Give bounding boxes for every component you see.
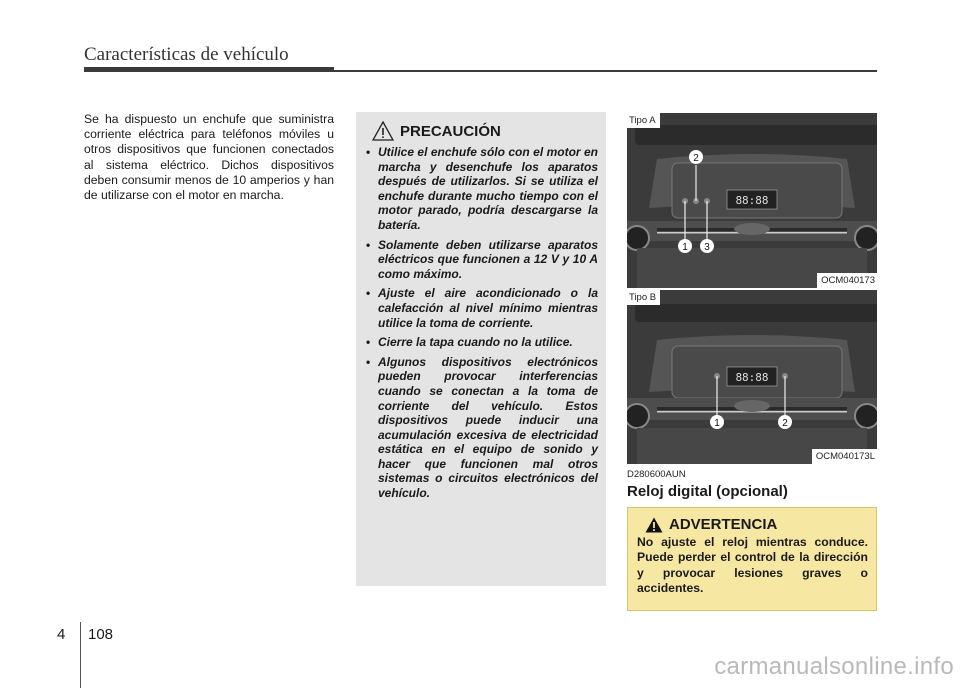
figure-type-b [627,288,877,464]
intro-paragraph: Se ha dispuesto un enchufe que suministra corriente eléctrica para teléfonos móviles u otros dispositivos que funcionen conectados al sistema eléctrico. Dichos dispositivos deben consumir menos de 10 amperios y han de utilizarse con el motor en marcha. [84,112,334,203]
page-number: 108 [88,626,114,643]
callout-3: 3 [704,242,710,253]
caution-item: • Cierre la tapa cuando no la utilice. [366,335,598,350]
caution-header [366,121,598,141]
caution-title: PRECAUCIÓN [400,122,501,140]
section-title: Reloj digital (opcional) [627,483,788,500]
clock-display: 88:88 [735,371,769,384]
caution-list [366,145,598,501]
caution-item: • Algunos dispositivos electrónicos pueden provocar interferencias cuando se conectan a la toma de corriente del vehículo. Estos dispositivos puede inducir una acumulación excesiva de electricidad estática en el equipo de sonido y hacer que funcionen mal otros sistemas o circuitos electrónicos del vehículo. [366,355,598,501]
caution-item: • Ajuste el aire acondicionado o la calefacción al nivel mínimo mientras utilice la toma de corriente. [366,286,598,330]
page-divider [80,622,81,688]
callout-2: 2 [693,153,699,164]
section-code: D280600AUN [627,469,686,480]
warning-text: No ajuste el reloj mientras conduce. Puede perder el control de la dirección y provocar lesiones graves o accidentes. [637,535,868,595]
callout-1: 1 [682,242,688,253]
figure-code: OCM040173L [812,449,877,464]
watermark: carmanualsonline.info [714,653,954,680]
header-title: Características de vehículo [84,44,289,65]
figure-code: OCM040173 [817,273,877,288]
warning-title: ADVERTENCIA [669,516,778,533]
callout-1: 1 [714,418,720,429]
warning-box [627,507,877,611]
figure-type-label: Tipo B [627,290,660,305]
header-bar [84,67,334,72]
warning-header [645,516,868,533]
caution-triangle-icon [372,121,394,141]
header-rule [334,70,877,72]
caution-item: • Utilice el enchufe sólo con el motor en marcha y desenchufe los aparatos después de utilizarlos. Si se utiliza el enchufe durante mucho tiempo con el motor parado, podría descargarse la batería. [366,145,598,233]
dashboard-illustration-a [627,113,877,288]
caution-box [356,112,606,586]
dashboard-illustration-b [627,290,877,464]
warning-triangle-icon [645,517,663,533]
chapter-number: 4 [57,626,66,643]
figure-type-label: Tipo A [627,113,660,128]
caution-item: • Solamente deben utilizarse aparatos eléctricos que funcionen a 12 V y 10 A como máximo. [366,238,598,282]
callout-2: 2 [782,418,788,429]
figure-type-a [627,113,877,288]
clock-display: 88:88 [735,194,769,207]
